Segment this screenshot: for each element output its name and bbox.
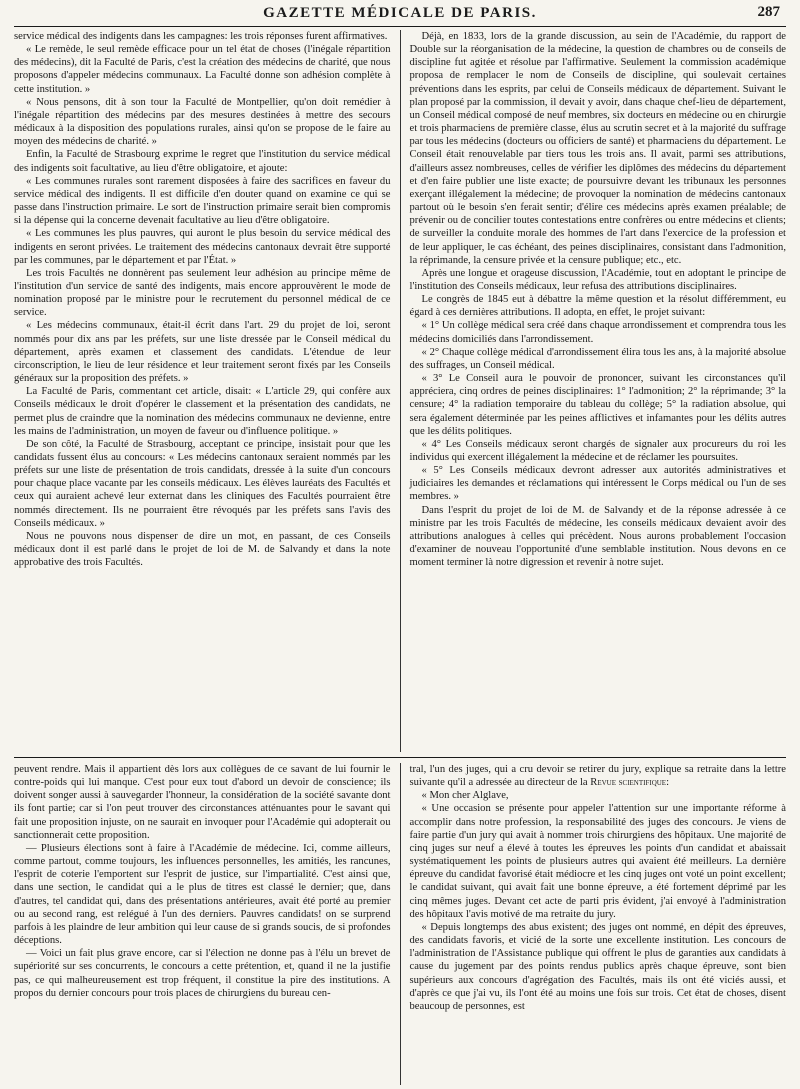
paragraph: service médical des indigents dans les campagnes: les trois réponses furent affirmatives. <box>14 31 388 42</box>
column-bottom-right <box>400 763 787 1085</box>
paragraph: Déjà, en 1833, lors de la grande discussion, au sein de l'Académie, du rapport de Double sur la réorganisation de la médecine, la question de chambres ou de conseils de discipline fut agitée et résolue par l'affirmative. Seulement la commission académique proposa de remplacer le nom de Conseils de discipline, qui soulevait certaines préventions dans les esprits, par celui de Conseils médicaux de département. Suivant le plan proposé par la commission, il devait y avoir, dans chaque chef-lieu de département, un Conseil médical composé de neuf membres, six docteurs en médecine ou en chirurgie et trois pharmaciens de première classe, élus au scrutin secret et à la majorité du suffrage par tous les médecins (docteurs ou officiers de santé) et pharmaciens du département. Le Conseil était renouvelable par tiers tous les trois ans. Il avait, parmi ses attributions, d'ailleurs assez nombreuses, celles de vérifier les diplômes des médecins du département et d'en faire publier une liste exacte; de poursuivre devant les tribunaux les personnes exerçant illégalement la médecine; de provoquer la nomination de médecins cantonaux partout où le besoin s'en ferait sentir; d'élire ces médecins après examen préalable; de prévenir ou de concilier toutes contestations entre confrères ou entre médecins et clients; de surveiller la conduite morale des hommes de l'art dans l'exercice de la profession et de leur appliquer, le cas échéant, des peines disciplinaires, consistant dans l'admonition, la réprimande, la censure privée et la censure publique; etc., etc. <box>409 31 786 266</box>
paragraph: « Le remède, le seul remède efficace pour un tel état de choses (l'inégale répartition des médecins), dit la Faculté de Paris, c'est la création des médecins de charité, que nous proposons d'appeler médecins communaux. La Faculté donne son adhésion complète à cette institution. » <box>14 44 391 95</box>
column-top-left <box>14 30 400 752</box>
column-bottom-left <box>14 763 400 1085</box>
paragraph: Dans l'esprit du projet de loi de M. de Salvandy et de la réponse adressée à ce ministre par les trois Facultés de médecine, les conseils médicaux devaient avoir des attributions analogues à celles qui précèdent. Nous aurons probablement l'occasion d'examiner de nouveau l'opportunité d'une semblable institution. Nous devons en ce moment terminer là notre digression et revenir à notre sujet. <box>409 504 786 569</box>
section-divider <box>14 757 786 758</box>
paragraph: La Faculté de Paris, commentant cet article, disait: « L'article 29, qui confère aux Conseils médicaux le droit d'opérer le classement et la présentation des candidats, ne permet plus de craindre que la nomination des médecins communaux ne devienne, entre les mains de l'administration, un moyen de faveur ou d'influence politique. » <box>14 386 391 437</box>
paragraph: « 3° Le Conseil aura le pouvoir de prononcer, suivant les circonstances qu'il appréciera, cinq ordres de peines disciplinaires: 1° l'admonition; 2° la réprimande; 3° la censure; 4° la radiation temporaire du tableau du collège; 5° la radiation absolue, qui sera également déterminée par les peines afflictives et infamantes pour les délits autres que les délits politiques. <box>409 373 786 437</box>
paragraph: « 5° Les Conseils médicaux devront adresser aux autorités administratives et judiciaires les demandes et réclamations qui intéressent le Corps médical ou l'un de ses membres. » <box>409 465 786 503</box>
paragraph <box>410 763 787 789</box>
article-top <box>14 30 786 752</box>
paragraph: « Les communes les plus pauvres, qui auront le plus besoin du service médical des indigents en seront privées. Le traitement des médecins cantonaux devrait être supporté par les communes, par le département et par l'État. » <box>14 228 391 266</box>
page-number: 287 <box>757 4 780 20</box>
paragraph: « Les communes rurales sont rarement disposées à faire des sacrifices en faveur du service médical des indigents. Il est difficile d'en douter quand on examine ce qui se passe dans l'instruction primaire. Le sort de l'instruction primaire serait bien compromis si la dépense qui la concerne devenait facultative au lieu d'être obligatoire. <box>14 175 391 227</box>
paragraph: — Plusieurs élections sont à faire à l'Académie de médecine. Ici, comme ailleurs, comme partout, comme toujours, les influences personnelles, les amitiés, les rancunes, l'esprit de coterie l'emportent sur l'esprit de justice, sur l'impartialité. C'est ainsi que, dans une section, le candidat qui a le plus de titres est classé le dernier; que, dans d'autres, tel candidat qui, dans des présentations antérieures, avait été porté au premier ou au second rang, est relégué à l'un des derniers. Pauvres candidats! on se surprend parfois à les plaindre de leur ambition qui leur cause de si grands soucis, de si profondes déceptions. <box>14 842 391 947</box>
paragraph: Le congrès de 1845 eut à débattre la même question et la résolut différemment, eu égard à ces dernières attributions. Il adopta, en effet, le projet suivant: <box>409 294 786 319</box>
journal-name: Revue scientifique: <box>590 777 670 789</box>
paragraph: « Depuis longtemps des abus existent; des juges ont nommé, en dépit des épreuves, des candidats favoris, et vicié de la sorte une excellente institution. Les concours de l'administration de l'Assistance publique qui offrent le plus de garanties aux candidats à cause du jugement par des points rendus publics après chaque épreuve, sont bien supérieurs aux concours d'agrégation des Facultés, mais ils ont été viciés aussi, et d'après ce que j'ai vu, ils l'ont été au moins une fois sur trois. Cet état de choses, disent beaucoup de personnes, est <box>409 921 786 1012</box>
letter-salutation: « Mon cher Alglave, <box>421 790 509 802</box>
paragraph: De son côté, la Faculté de Strasbourg, acceptant ce principe, insistait pour que les candidats fussent élus au concours: « Les médecins cantonaux seraient nommés par les préfets sur une liste de présentation de trois candidats, dressée à la suite d'un concours pour chaque place vacante par les conseils médicaux. Les élèves lauréats des Facultés et ceux qui auraient achevé leur externat dans les cliniques des Facultés pourraient être nommés directement. Ils ne pourraient être révoqués par les préfets sans l'avis des Conseils médicaux. » <box>14 438 391 529</box>
paragraph: Nous ne pouvons nous dispenser de dire un mot, en passant, de ces Conseils médicaux dont il est parlé dans le projet de loi de M. de Salvandy et dans la note approbative des trois Facultés. <box>14 530 391 569</box>
paragraph: « Une occasion se présente pour appeler l'attention sur une importante réforme à accomplir dans notre profession, la responsabilité des juges des concours. Je viens de faire partie d'un jury qui avait à nommer trois chirurgiens des hôpitaux. Une majorité de cinq juges sur neuf a élevé à toutes les épreuves les points d'un candidat et abaissait systématiquement les points de plusieurs autres qui avaient été meilleurs. La dernière épreuve du candidat favorisé était médiocre et les cinq juges ont voté un point excellent; le candidat suivant, qui avait fait une bonne épreuve, a été fortement déprimé par les cinq mêmes juges. Devant cet acte de parti pris évident, j'ai envoyé à l'administration des hôpitaux l'avis motivé de ma retraite du jury. <box>409 803 786 920</box>
page-header <box>14 0 786 27</box>
article-bottom <box>14 763 786 1085</box>
paragraph: — Voici un fait plus grave encore, car si l'élection ne donne pas à l'élu un brevet de supériorité sur ses concurrents, le concours a cette prétention, et, quand il ne la justifie pas, ce qui malheureusement est trop fréquent, il constitue la pire des institutions. A propos du dernier concours pour trois places de chirurgiens du bureau cen- <box>14 948 391 999</box>
paragraph: peuvent rendre. Mais il appartient dès lors aux collègues de ce savant de lui fournir le contre-poids qui lui manque. C'est pour eux tout d'abord un devoir de conscience; ils doivent songer aussi à sauvegarder l'honneur, la considération de la société savante dont ils font partie; car si l'on peut trouver des circonstances atténuantes pour le savant qui fait une proposition injuste, on ne saurait en invoquer pour l'Académie qui adopterait ou sanctionnerait cette proposition. <box>14 764 391 841</box>
paragraph: « 2° Chaque collège médical d'arrondissement élira tous les ans, à la majorité absolue des suffrages, un Conseil médical. <box>409 346 786 371</box>
paragraph: Enfin, la Faculté de Strasbourg exprime le regret que l'institution du service médical des indigents soit facultative, au lieu d'être obligatoire, et ajoute: <box>14 149 391 174</box>
paragraph-text: tral, l'un des juges, qui a cru devoir se retirer du jury, explique sa retraite dans la lettre suivante qu'il a adressée au directeur de la <box>409 764 786 789</box>
paragraph: « Les médecins communaux, était-il écrit dans l'art. 29 du projet de loi, seront nommés pour dix ans par les préfets, sur une liste dressée par le Conseil médical du département, après examen et classement des candidats. L'étendue de leur circonscription, le lieu de leur résidence et leur traitement seront fixés par les Conseils généraux sur la proposition des préfets. » <box>14 320 391 385</box>
journal-title: GAZETTE MÉDICALE DE PARIS. <box>263 4 537 21</box>
paragraph: Les trois Facultés ne donnèrent pas seulement leur adhésion au principe même de l'institution d'un service de santé des indigents, mais encore approuvèrent le mode de nomination proposé par le ministre pour le recrutement du personnel médical de ce service. <box>14 267 391 319</box>
paragraph: « 4° Les Conseils médicaux seront chargés de signaler aux procureurs du roi les individus qui exercent illégalement la médecine et de réclamer les poursuites. <box>409 438 786 463</box>
paragraph: « Nous pensons, dit à son tour la Faculté de Montpellier, qu'on doit remédier à l'inégale répartition des médecins par des mesures destinées à mettre des secours médicaux à la disposition des populations rurales, ainsi qu'on se propose de le faire au moyen des médecins de charité. » <box>14 96 391 148</box>
paragraph: « 1° Un collège médical sera créé dans chaque arrondissement et comprendra tous les médecins domiciliés dans l'arrondissement. <box>409 320 786 345</box>
paragraph: Après une longue et orageuse discussion, l'Académie, tout en adoptant le principe de l'institution des Conseils médicaux, leur refusa des attributions disciplinaires. <box>409 267 786 292</box>
column-top-right <box>400 30 787 752</box>
